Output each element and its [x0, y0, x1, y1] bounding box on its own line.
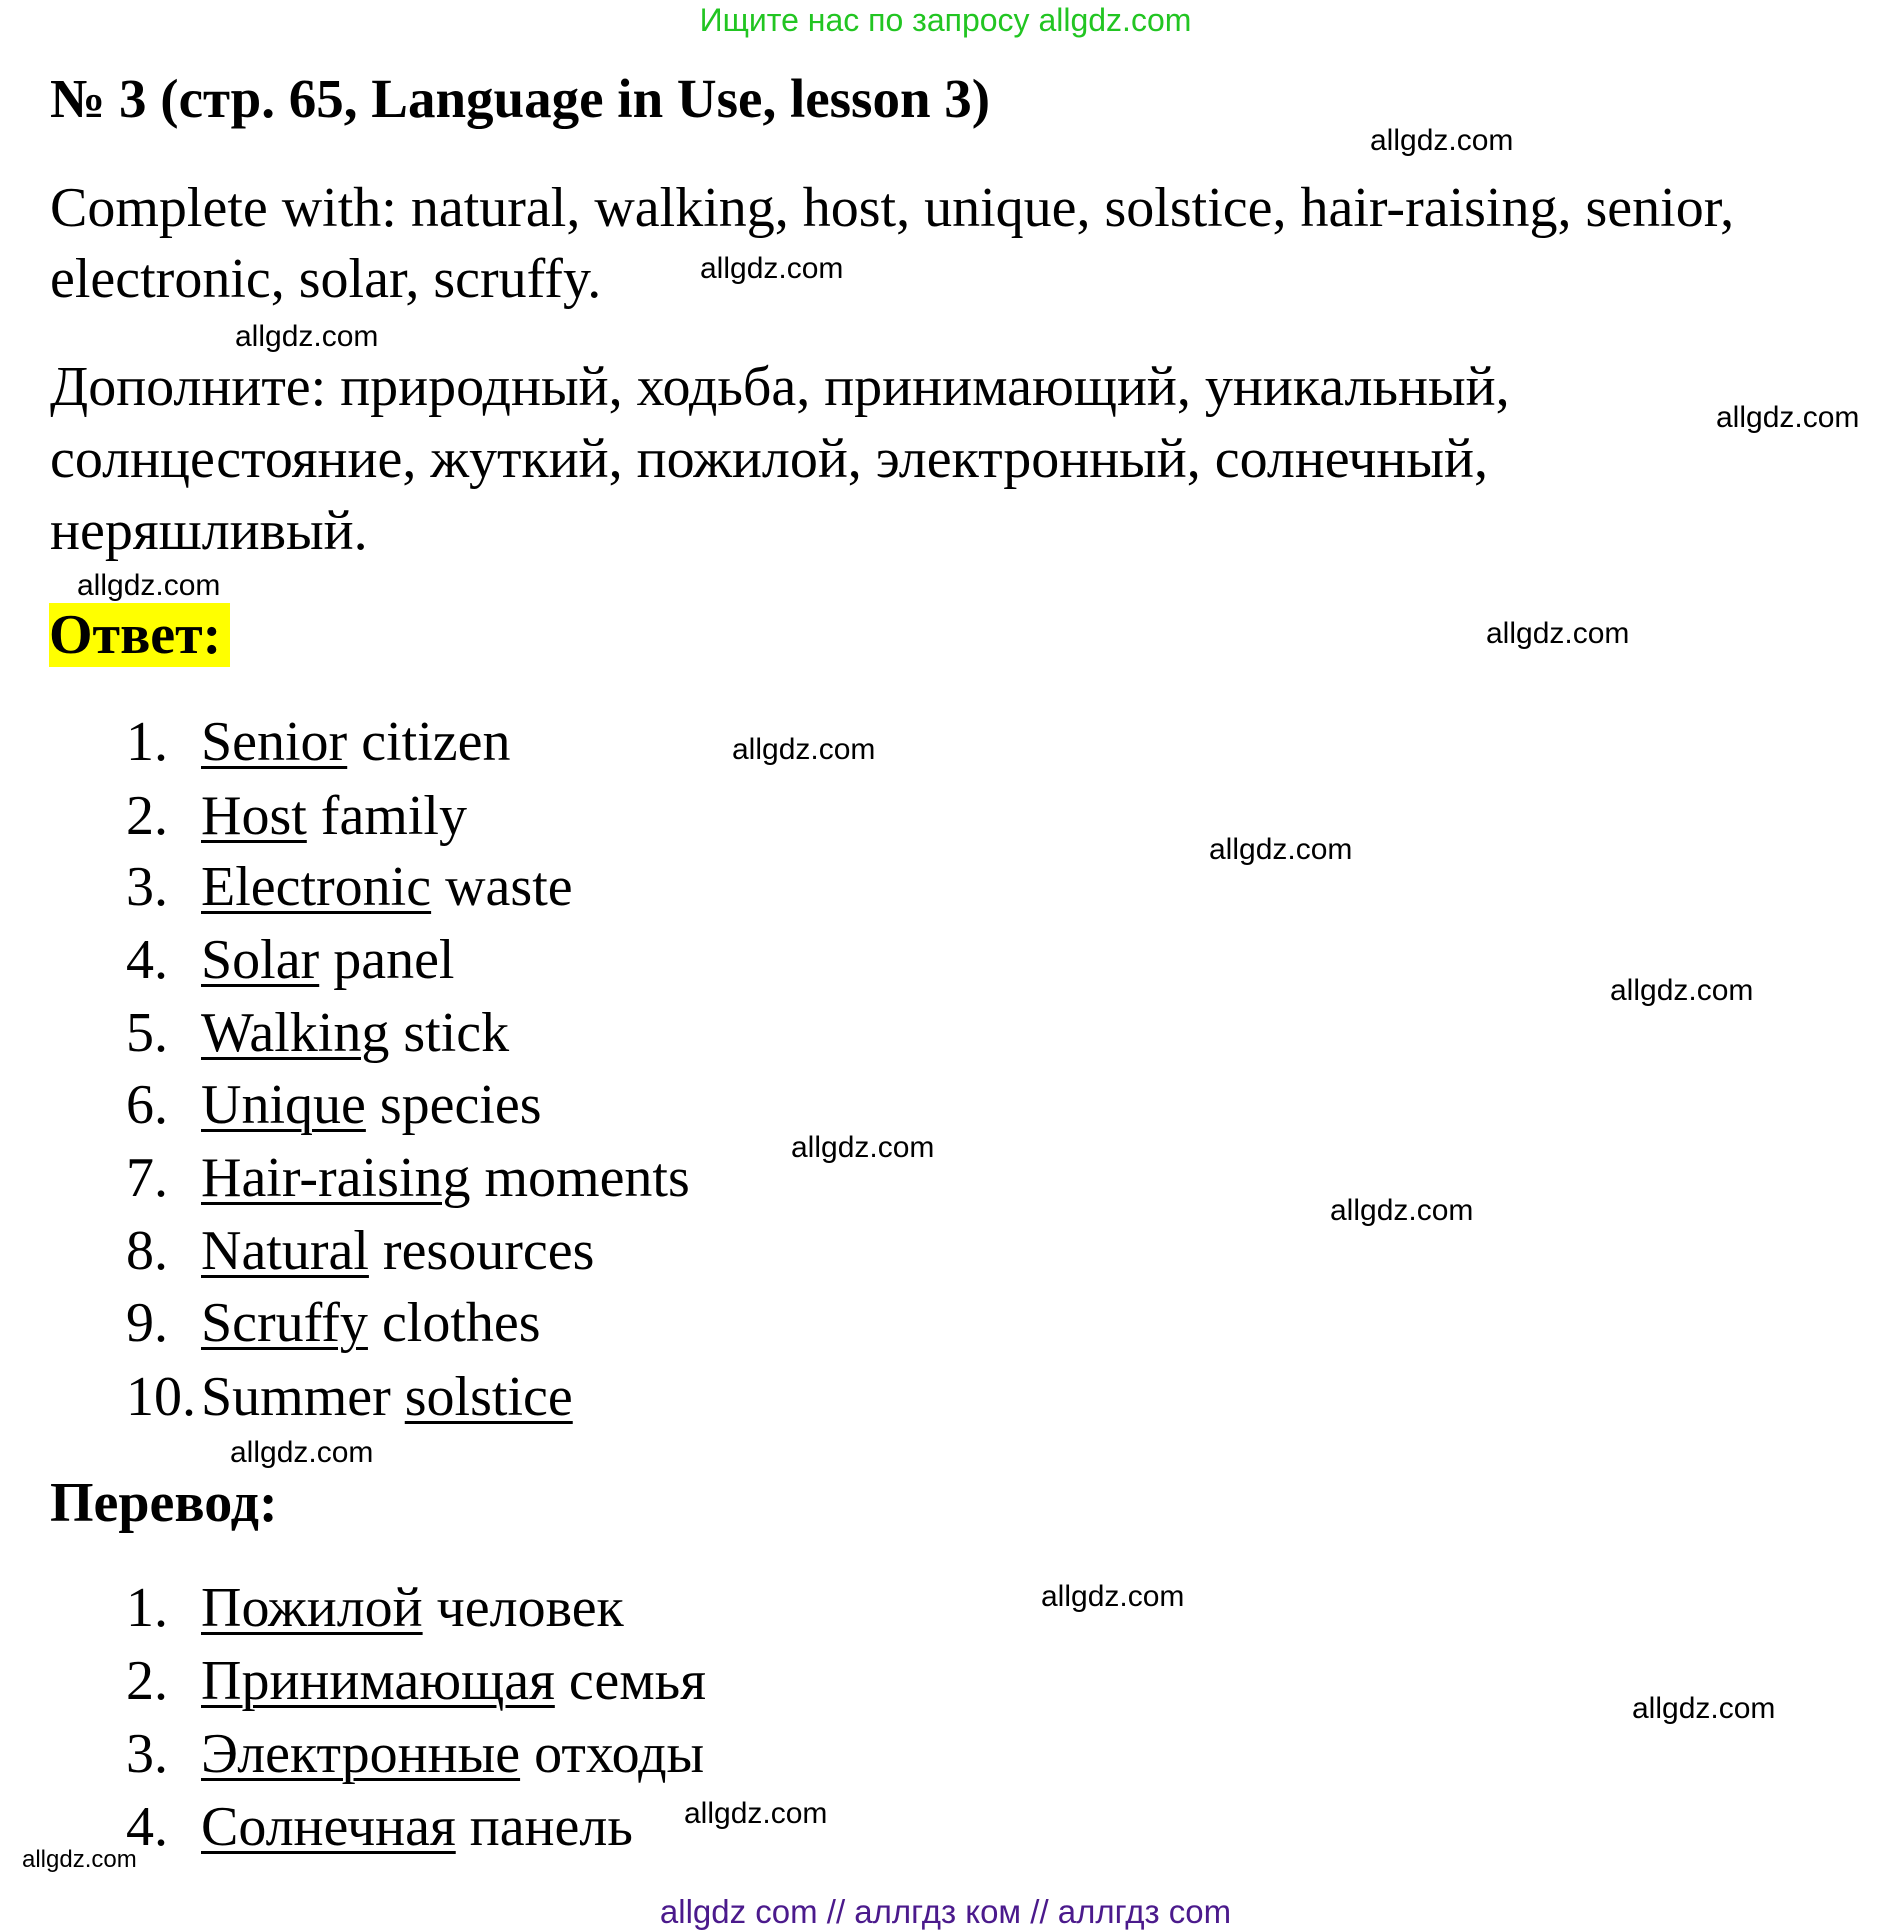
translation-item-number: 2. [126, 1650, 168, 1712]
answer-item-number: 6. [126, 1074, 168, 1136]
watermark: allgdz.com [732, 733, 876, 766]
answer-item [201, 854, 573, 920]
footer-links: allgdz com // аллгдз ком // аллгдз com [659, 1893, 1232, 1930]
answer-item-number: 1. [126, 711, 168, 773]
underlined-word: Walking [201, 1002, 390, 1064]
underlined-word: solstice [404, 1366, 573, 1428]
plain-word: clothes [381, 1292, 541, 1354]
plain-word: waste [445, 856, 573, 918]
plain-word: отходы [534, 1723, 705, 1785]
translation-item-number: 4. [126, 1796, 168, 1858]
plain-word: панель [469, 1796, 633, 1858]
translation-item-number: 3. [126, 1723, 168, 1785]
answer-item [201, 709, 510, 775]
answer-item-number: 4. [126, 929, 168, 991]
answer-item-number: 9. [126, 1292, 168, 1354]
plain-word: moments [484, 1147, 690, 1209]
watermark: allgdz.com [1370, 124, 1514, 157]
translation-item [201, 1648, 706, 1714]
task-ru-line-1: Дополните: природный, ходьба, принимающий, уникальный, [50, 356, 1510, 418]
translation-item [201, 1721, 704, 1787]
answer-item-number: 5. [126, 1002, 168, 1064]
watermark: allgdz.com [230, 1436, 374, 1469]
underlined-word: Солнечная [201, 1796, 456, 1858]
watermark: allgdz.com [1330, 1194, 1474, 1227]
plain-word: species [379, 1074, 542, 1136]
answer-item [201, 1218, 594, 1284]
answer-item [201, 783, 467, 849]
plain-word: stick [403, 1002, 510, 1064]
task-ru-line-3: неряшливый. [50, 500, 368, 562]
underlined-word: Natural [201, 1220, 369, 1282]
watermark: allgdz.com [235, 320, 379, 353]
translation-item [201, 1575, 624, 1641]
plain-word: panel [333, 929, 455, 991]
answer-item [201, 1290, 541, 1356]
search-banner: Ищите нас по запросу allgdz.com [699, 2, 1192, 38]
underlined-word: Электронные [201, 1723, 521, 1785]
plain-word: resources [382, 1220, 595, 1282]
watermark: allgdz.com [77, 569, 221, 602]
answer-item-number: 3. [126, 856, 168, 918]
answer-item [201, 927, 455, 993]
task-en-line-1: Complete with: natural, walking, host, unique, solstice, hair-raising, senior, [50, 177, 1735, 239]
plain-word: Summer [201, 1366, 391, 1428]
underlined-word: Electronic [201, 856, 432, 918]
underlined-word: Принимающая [201, 1650, 555, 1712]
exercise-title: № 3 (стр. 65, Language in Use, lesson 3) [50, 68, 991, 129]
watermark: allgdz.com [1041, 1580, 1185, 1613]
watermark: allgdz.com [791, 1131, 935, 1164]
answer-item [201, 1072, 542, 1138]
answer-item-number: 2. [126, 785, 168, 847]
task-en-line-2: electronic, solar, scruffy. [50, 248, 602, 310]
plain-word: family [320, 785, 467, 847]
answer-heading: Ответ: [49, 603, 230, 667]
watermark: allgdz.com [22, 1846, 137, 1873]
plain-word: семья [568, 1650, 706, 1712]
answer-item [201, 1364, 573, 1430]
translation-heading: Перевод: [50, 1472, 278, 1534]
watermark: allgdz.com [700, 252, 844, 285]
watermark: allgdz.com [684, 1797, 828, 1830]
watermark: allgdz.com [1632, 1692, 1776, 1725]
underlined-word: Host [201, 785, 307, 847]
watermark: allgdz.com [1209, 833, 1353, 866]
plain-word: citizen [361, 711, 511, 773]
answer-item-number: 10. [126, 1366, 196, 1428]
underlined-word: Scruffy [201, 1292, 368, 1354]
answer-item [201, 1145, 690, 1211]
plain-word: человек [436, 1577, 624, 1639]
underlined-word: Unique [201, 1074, 366, 1136]
underlined-word: Hair-raising [201, 1147, 471, 1209]
answer-item-number: 8. [126, 1220, 168, 1282]
answer-item-number: 7. [126, 1147, 168, 1209]
watermark: allgdz.com [1716, 401, 1860, 434]
underlined-word: Solar [201, 929, 320, 991]
task-ru-line-2: солнцестояние, жуткий, пожилой, электронный, солнечный, [50, 428, 1488, 490]
answer-item [201, 1000, 509, 1066]
translation-item [201, 1794, 633, 1860]
translation-item-number: 1. [126, 1577, 168, 1639]
underlined-word: Senior [201, 711, 348, 773]
underlined-word: Пожилой [201, 1577, 423, 1639]
watermark: allgdz.com [1610, 974, 1754, 1007]
watermark: allgdz.com [1486, 617, 1630, 650]
